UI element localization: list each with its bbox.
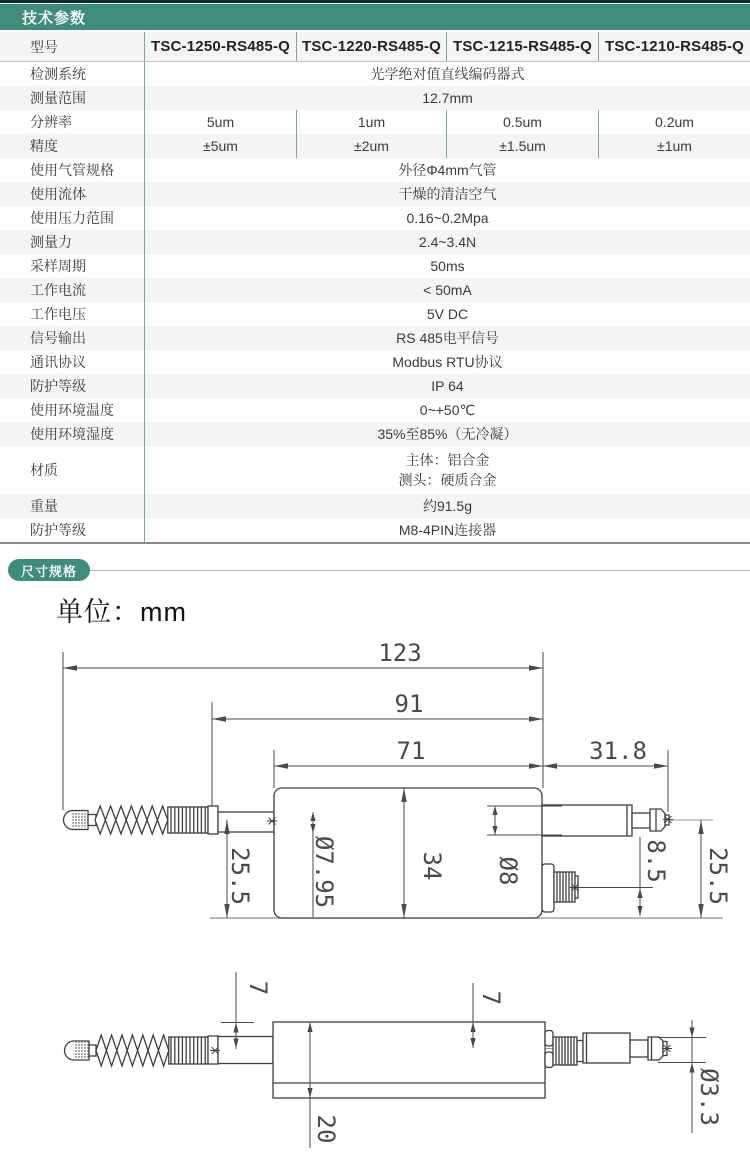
cell-value: TSC-1220-RS485-Q bbox=[297, 32, 447, 61]
cable-step bbox=[630, 1040, 648, 1057]
m8-flange-top bbox=[545, 1031, 553, 1047]
merged-value: < 50mA bbox=[423, 282, 472, 298]
row-label: 测量范围 bbox=[0, 86, 145, 110]
spec-table bbox=[0, 32, 750, 544]
table-row bbox=[0, 134, 750, 158]
dim-label-7-left: 7 bbox=[244, 980, 272, 996]
dim-label-dia8: Ø8 bbox=[494, 856, 522, 886]
spec-table-body bbox=[0, 32, 750, 542]
merged-value: 外径Φ4mm气管 bbox=[398, 162, 497, 178]
probe-rod bbox=[218, 812, 274, 832]
table-row bbox=[0, 110, 750, 134]
cell-value: TSC-1210-RS485-Q bbox=[604, 38, 745, 55]
probe-collar bbox=[208, 806, 218, 834]
cell-value: 5um bbox=[145, 110, 297, 134]
probe-ball-stipple bbox=[73, 811, 88, 828]
row-label: 使用环境温度 bbox=[0, 398, 145, 422]
dim-label-3-3: Ø3.3 bbox=[695, 1068, 723, 1126]
row-label: 使用压力范围 bbox=[0, 206, 145, 230]
table-row bbox=[0, 230, 750, 254]
dim-label-7-right: 7 bbox=[477, 990, 505, 1006]
merged-value: 约91.5g bbox=[422, 498, 473, 514]
dim-label-71: 71 bbox=[396, 737, 426, 765]
table-row bbox=[0, 86, 750, 110]
row-label: 分辨率 bbox=[0, 110, 145, 134]
tech-params-header bbox=[0, 4, 750, 30]
row-label: 信号输出 bbox=[0, 326, 145, 350]
m8-connector-flange bbox=[542, 864, 554, 912]
sensor-body bbox=[273, 1022, 545, 1098]
row-label: 使用环境湿度 bbox=[0, 422, 145, 446]
table-row bbox=[0, 278, 750, 302]
table-row bbox=[0, 518, 750, 542]
row-label: 采样周期 bbox=[0, 254, 145, 278]
table-bottom-line bbox=[0, 542, 750, 544]
merged-value: M8-4PIN连接器 bbox=[398, 522, 497, 538]
dimension-drawing-top bbox=[0, 635, 750, 970]
dim-label-25-5-left: 25.5 bbox=[226, 847, 254, 905]
size-section-header bbox=[0, 559, 750, 581]
arrow bbox=[689, 1063, 694, 1073]
tech-params-title: 技术参数 bbox=[22, 9, 87, 27]
table-row bbox=[0, 446, 750, 494]
plunger-cylinder bbox=[542, 805, 632, 836]
merged-value: 0.16~0.2Mpa bbox=[406, 210, 489, 226]
probe-rod bbox=[218, 1037, 273, 1064]
merged-value: RS 485电平信号 bbox=[396, 330, 499, 346]
cell-value: TSC-1250-RS485-Q bbox=[145, 32, 297, 61]
merged-value: 2.4~3.4N bbox=[418, 234, 477, 250]
cell-value: 1um bbox=[297, 110, 447, 134]
table-row bbox=[0, 422, 750, 446]
bellows bbox=[96, 1035, 169, 1066]
table-row bbox=[0, 398, 750, 422]
cell-value: ±1um bbox=[657, 138, 692, 154]
merged-value: 35%至85%（无冷凝） bbox=[377, 426, 518, 442]
probe-neck bbox=[89, 1045, 96, 1056]
merged-value: 干燥的清洁空气 bbox=[398, 186, 497, 202]
size-section-badge: 尺寸规格 bbox=[8, 559, 90, 581]
bellows bbox=[95, 806, 168, 834]
row-label: 工作电压 bbox=[0, 302, 145, 326]
arrow bbox=[637, 906, 642, 916]
arrow bbox=[233, 1023, 238, 1033]
dim-label-34: 34 bbox=[418, 851, 446, 881]
table-row bbox=[0, 182, 750, 206]
row-label: 通讯协议 bbox=[0, 350, 145, 374]
cell-value: TSC-1215-RS485-Q bbox=[447, 32, 599, 61]
cell-value: ±2um bbox=[297, 134, 447, 158]
merged-value: 50ms bbox=[430, 258, 465, 274]
merged-value: 0~+50℃ bbox=[419, 402, 476, 418]
dim-label-31-8: 31.8 bbox=[589, 737, 647, 765]
merged-value: IP 64 bbox=[431, 378, 464, 394]
table-row bbox=[0, 374, 750, 398]
cell-value: 0.5um bbox=[447, 110, 599, 134]
table-row bbox=[0, 254, 750, 278]
cell-value: 0.2um bbox=[655, 114, 694, 130]
plunger-step bbox=[632, 813, 650, 828]
arrow bbox=[637, 888, 642, 898]
row-label: 使用流体 bbox=[0, 182, 145, 206]
merged-value: Modbus RTU协议 bbox=[392, 354, 503, 370]
table-row bbox=[0, 302, 750, 326]
table-row bbox=[0, 350, 750, 374]
connector-plug bbox=[648, 1037, 663, 1060]
row-label: 型号 bbox=[0, 32, 145, 61]
dim-label-123: 123 bbox=[378, 639, 422, 667]
row-label: 工作电流 bbox=[0, 278, 145, 302]
table-row bbox=[0, 32, 750, 62]
unit-label: 单位：mm bbox=[56, 597, 187, 627]
row-label: 重量 bbox=[0, 494, 145, 518]
probe-collar bbox=[208, 1036, 218, 1064]
table-row bbox=[0, 206, 750, 230]
cell-value: ±5um bbox=[145, 134, 297, 158]
m8-neck bbox=[577, 1041, 583, 1062]
cell-value: ±1.5um bbox=[447, 134, 599, 158]
row-label: 防护等级 bbox=[0, 518, 145, 542]
dimension-drawing-bottom bbox=[0, 963, 750, 1155]
arrow bbox=[689, 1028, 694, 1038]
dim-label-25-5-right: 25.5 bbox=[704, 847, 732, 905]
row-label: 精度 bbox=[0, 134, 145, 158]
dim-label-20: 20 bbox=[312, 1114, 340, 1144]
m8-thread-ribs bbox=[556, 1037, 574, 1065]
dim-label-8-5: 8.5 bbox=[642, 839, 670, 883]
merged-value-line: 测头：硬质合金 bbox=[398, 472, 497, 488]
cable-cylinder bbox=[583, 1033, 630, 1063]
probe-ball-stipple bbox=[74, 1042, 89, 1059]
m8-flange-bottom bbox=[545, 1052, 553, 1068]
section-rule bbox=[90, 570, 750, 571]
row-label: 检测系统 bbox=[0, 62, 145, 86]
table-row bbox=[0, 158, 750, 182]
table-row bbox=[0, 62, 750, 86]
merged-value-line: 主体：铝合金 bbox=[405, 452, 490, 468]
dim-label-7-95: Ø7.95 bbox=[310, 835, 338, 909]
merged-value: 5V DC bbox=[426, 306, 469, 322]
row-label: 测量力 bbox=[0, 230, 145, 254]
merged-value: 12.7mm bbox=[422, 90, 473, 106]
dim-label-91: 91 bbox=[394, 690, 424, 718]
table-row bbox=[0, 326, 750, 350]
connector-plug bbox=[650, 809, 665, 831]
merged-value bbox=[145, 450, 750, 490]
row-label: 材质 bbox=[0, 446, 145, 494]
row-label: 使用气管规格 bbox=[0, 158, 145, 182]
table-row bbox=[0, 494, 750, 518]
row-label: 防护等级 bbox=[0, 374, 145, 398]
merged-value: 光学绝对值直线编码器式 bbox=[370, 66, 525, 82]
